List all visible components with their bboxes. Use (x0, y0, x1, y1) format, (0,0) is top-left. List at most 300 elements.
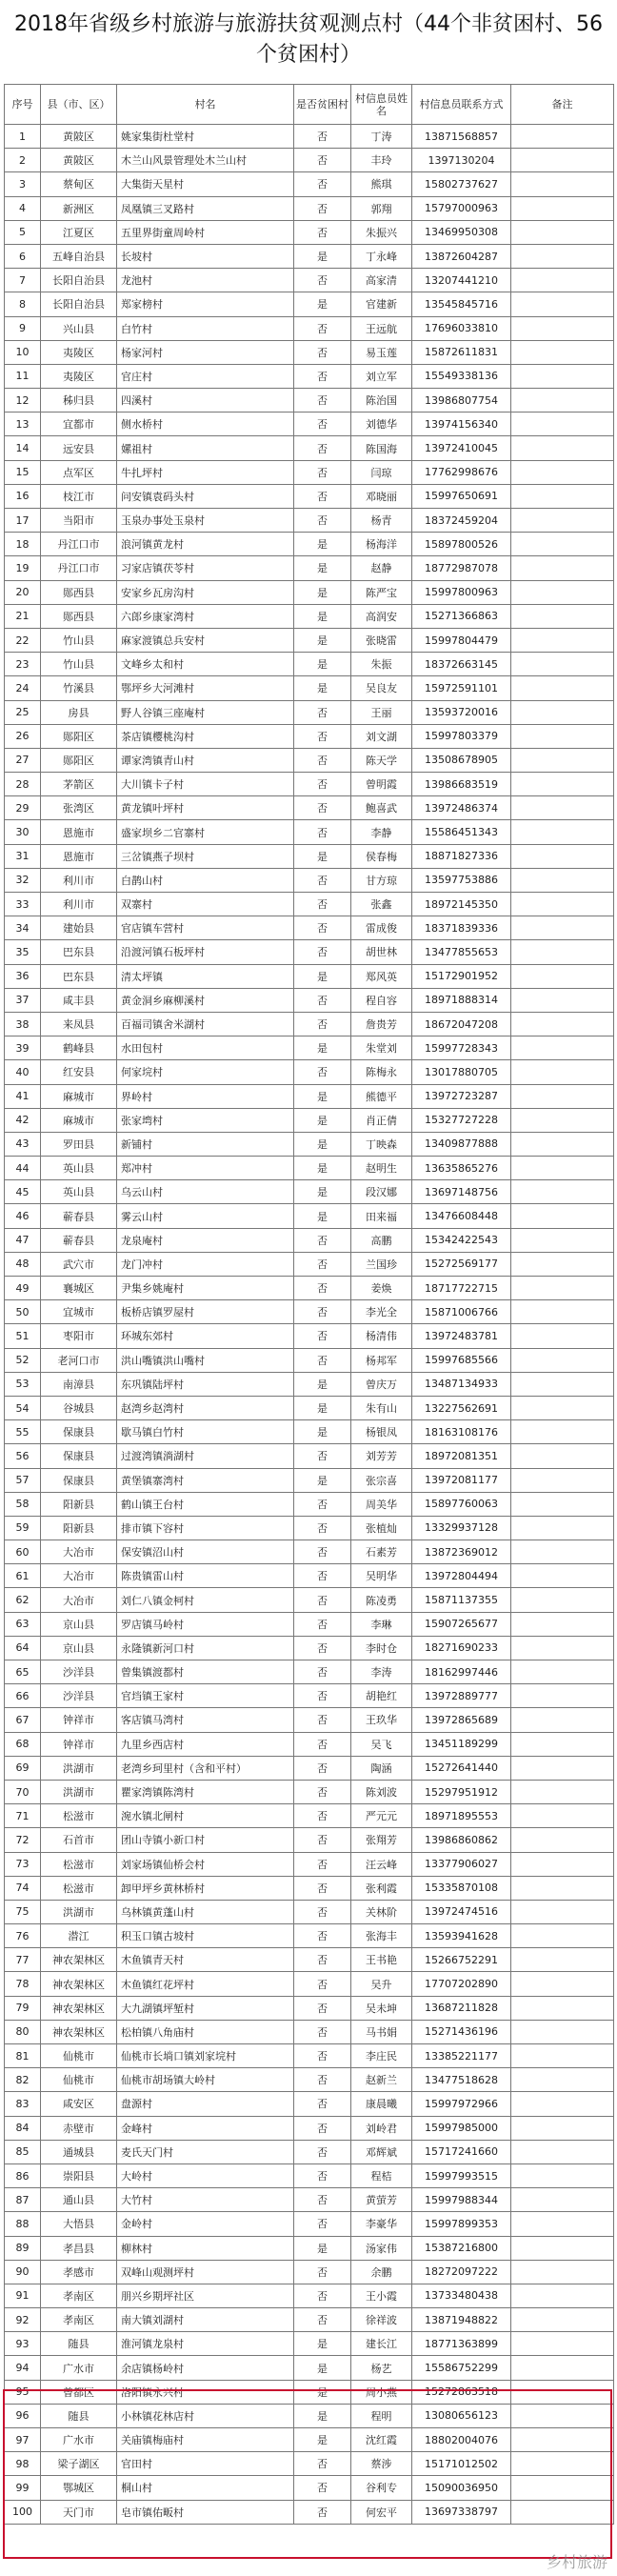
cell-village: 浪河镇黄龙村 (117, 533, 294, 556)
cell-poor: 是 (294, 1108, 351, 1132)
cell-county: 钟祥市 (41, 1708, 117, 1732)
cell-contact-name: 丰玲 (351, 149, 412, 172)
cell-poor: 否 (294, 125, 351, 149)
table-row (5, 2212, 614, 2236)
cell-no: 49 (5, 1277, 41, 1300)
cell-village: 野人谷镇三座庵村 (117, 700, 294, 724)
table-row (5, 1468, 614, 1492)
cell-county: 崇阳县 (41, 2163, 117, 2187)
cell-contact-phone: 13871568857 (412, 125, 511, 149)
table-row (5, 292, 614, 316)
cell-note (511, 484, 614, 508)
cell-contact-name: 王丽 (351, 700, 412, 724)
cell-no: 62 (5, 1588, 41, 1612)
cell-contact-name: 郑风英 (351, 964, 412, 988)
cell-poor: 否 (294, 2500, 351, 2524)
cell-note (511, 1972, 614, 1996)
cell-contact-phone: 13593941628 (412, 1924, 511, 1948)
table-row (5, 149, 614, 172)
cell-contact-name: 刘德华 (351, 413, 412, 436)
cell-note (511, 1300, 614, 1324)
cell-contact-name: 田来福 (351, 1204, 412, 1228)
cell-poor: 否 (294, 1972, 351, 1996)
cell-no: 22 (5, 628, 41, 652)
cell-contact-name: 马书娟 (351, 2020, 412, 2043)
cell-county: 宜都市 (41, 413, 117, 436)
cell-no: 89 (5, 2236, 41, 2260)
cell-county: 赤壁市 (41, 2116, 117, 2140)
table-row (5, 1228, 614, 1252)
cell-no: 29 (5, 796, 41, 820)
cell-village: 龙泉庵村 (117, 1228, 294, 1252)
cell-county: 仙桃市 (41, 2068, 117, 2092)
cell-contact-name: 张翔芳 (351, 1828, 412, 1852)
cell-contact-phone: 13972483781 (412, 1324, 511, 1348)
cell-contact-name: 张晓雷 (351, 628, 412, 652)
cell-village: 涴水镇北闸村 (117, 1804, 294, 1828)
cell-no: 10 (5, 340, 41, 364)
cell-village: 余店镇杨岭村 (117, 2356, 294, 2380)
cell-note (511, 172, 614, 196)
cell-contact-name: 刘芳芳 (351, 1444, 412, 1468)
table-row (5, 604, 614, 628)
cell-county: 阳新县 (41, 1516, 117, 1540)
cell-contact-name: 李琳 (351, 1612, 412, 1636)
cell-contact-name: 李光全 (351, 1300, 412, 1324)
cell-note (511, 1684, 614, 1708)
cell-county: 通山县 (41, 2188, 117, 2212)
cell-contact-phone: 18802004076 (412, 2428, 511, 2452)
cell-poor: 是 (294, 1084, 351, 1108)
cell-poor: 否 (294, 1684, 351, 1708)
cell-county: 潜江 (41, 1924, 117, 1948)
cell-no: 55 (5, 1420, 41, 1444)
cell-contact-name: 沈红霞 (351, 2428, 412, 2452)
cell-county: 五峰自治县 (41, 244, 117, 268)
cell-village: 郑冲村 (117, 1157, 294, 1180)
cell-poor: 否 (294, 940, 351, 964)
table-row (5, 2092, 614, 2116)
table-row (5, 1708, 614, 1732)
cell-note (511, 2140, 614, 2163)
table-row (5, 1852, 614, 1876)
cell-poor: 否 (294, 868, 351, 892)
cell-village: 郑家榜村 (117, 292, 294, 316)
cell-poor: 否 (294, 1492, 351, 1516)
cell-no: 21 (5, 604, 41, 628)
cell-poor: 是 (294, 964, 351, 988)
cell-poor: 否 (294, 2212, 351, 2236)
cell-village: 尹集乡姚庵村 (117, 1277, 294, 1300)
table-row (5, 220, 614, 244)
cell-contact-name: 石素芳 (351, 1540, 412, 1564)
table-row (5, 1180, 614, 1204)
cell-poor: 是 (294, 580, 351, 604)
cell-county: 巴东县 (41, 964, 117, 988)
cell-contact-name: 张海丰 (351, 1924, 412, 1948)
cell-contact-name: 邓晓丽 (351, 484, 412, 508)
cell-village: 桐山村 (117, 2476, 294, 2500)
cell-no: 80 (5, 2020, 41, 2043)
cell-poor: 是 (294, 2380, 351, 2404)
cell-county: 神农架林区 (41, 2020, 117, 2043)
cell-contact-name: 谷利专 (351, 2476, 412, 2500)
cell-contact-phone: 13986807754 (412, 389, 511, 413)
cell-contact-name: 高润安 (351, 604, 412, 628)
cell-note (511, 1348, 614, 1372)
cell-village: 麦氏天门村 (117, 2140, 294, 2163)
cell-note (511, 292, 614, 316)
table-row (5, 580, 614, 604)
cell-note (511, 509, 614, 533)
cell-note (511, 1804, 614, 1828)
cell-village: 盘源村 (117, 2092, 294, 2116)
cell-poor: 否 (294, 988, 351, 1012)
cell-note (511, 1396, 614, 1419)
cell-contact-phone: 15297951912 (412, 1780, 511, 1803)
cell-contact-phone: 15997804479 (412, 628, 511, 652)
cell-county: 郧西县 (41, 604, 117, 628)
cell-no: 60 (5, 1540, 41, 1564)
cell-village: 黄金洞乡麻柳溪村 (117, 988, 294, 1012)
table-row (5, 1564, 614, 1588)
cell-no: 82 (5, 2068, 41, 2092)
cell-note (511, 844, 614, 868)
cell-no: 52 (5, 1348, 41, 1372)
table-body (5, 125, 614, 2525)
cell-county: 鹤峰县 (41, 1036, 117, 1060)
cell-contact-name: 陈梅永 (351, 1060, 412, 1084)
cell-village: 关庙镇梅庙村 (117, 2428, 294, 2452)
cell-no: 83 (5, 2092, 41, 2116)
table-row (5, 556, 614, 580)
cell-contact-name: 官建新 (351, 292, 412, 316)
cell-contact-name: 李豪华 (351, 2212, 412, 2236)
cell-poor: 否 (294, 820, 351, 844)
cell-contact-phone: 13593720016 (412, 700, 511, 724)
cell-contact-name: 赵静 (351, 556, 412, 580)
cell-county: 通城县 (41, 2140, 117, 2163)
cell-poor: 否 (294, 2140, 351, 2163)
table-row (5, 1972, 614, 1996)
cell-no: 68 (5, 1732, 41, 1756)
table-row (5, 2284, 614, 2307)
cell-note (511, 1900, 614, 1923)
cell-village: 松柏镇八角庙村 (117, 2020, 294, 2043)
cell-county: 麻城市 (41, 1084, 117, 1108)
cell-contact-phone: 18772987078 (412, 556, 511, 580)
cell-county: 保康县 (41, 1468, 117, 1492)
cell-contact-name: 王远航 (351, 316, 412, 340)
cell-village: 嫘祖村 (117, 436, 294, 460)
cell-note (511, 2188, 614, 2212)
cell-poor: 是 (294, 1157, 351, 1180)
cell-note (511, 1324, 614, 1348)
table-row (5, 1084, 614, 1108)
cell-contact-name: 丁涛 (351, 125, 412, 149)
table-row (5, 1132, 614, 1156)
cell-note (511, 1660, 614, 1684)
table-row (5, 2428, 614, 2452)
cell-poor: 否 (294, 364, 351, 388)
cell-village: 环城东郊村 (117, 1324, 294, 1348)
cell-note (511, 628, 614, 652)
cell-note (511, 940, 614, 964)
cell-village: 张家塆村 (117, 1108, 294, 1132)
cell-contact-name: 张宗喜 (351, 1468, 412, 1492)
cell-county: 咸安区 (41, 2092, 117, 2116)
cell-county: 新洲区 (41, 196, 117, 220)
cell-contact-phone: 13974156340 (412, 413, 511, 436)
cell-poor: 否 (294, 1804, 351, 1828)
cell-no: 19 (5, 556, 41, 580)
cell-poor: 是 (294, 1468, 351, 1492)
table-row (5, 988, 614, 1012)
cell-county: 利川市 (41, 893, 117, 916)
cell-note (511, 1948, 614, 1972)
cell-contact-name: 姜焕 (351, 1277, 412, 1300)
cell-poor: 否 (294, 773, 351, 796)
cell-contact-name: 康晨曦 (351, 2092, 412, 2116)
cell-contact-name: 徐祥波 (351, 2308, 412, 2332)
cell-note (511, 389, 614, 413)
cell-county: 竹山县 (41, 653, 117, 676)
table-row (5, 1540, 614, 1564)
table-row (5, 364, 614, 388)
cell-county: 点军区 (41, 460, 117, 484)
cell-county: 红安县 (41, 1060, 117, 1084)
cell-contact-phone: 15997800963 (412, 580, 511, 604)
cell-contact-phone: 18271690233 (412, 1636, 511, 1660)
cell-contact-phone: 18972081351 (412, 1444, 511, 1468)
cell-village: 老湾乡珂里村（含和平村） (117, 1756, 294, 1780)
cell-no: 2 (5, 149, 41, 172)
cell-village: 官田村 (117, 2452, 294, 2476)
cell-contact-name: 吴飞 (351, 1732, 412, 1756)
cell-county: 利川市 (41, 868, 117, 892)
cell-village: 朋兴乡期坪社区 (117, 2284, 294, 2307)
table-row (5, 2356, 614, 2380)
cell-village: 南大镇刘湖村 (117, 2308, 294, 2332)
cell-village: 雾云山村 (117, 1204, 294, 1228)
cell-no: 39 (5, 1036, 41, 1060)
cell-note (511, 2020, 614, 2043)
cell-village: 五里界街童周岭村 (117, 220, 294, 244)
cell-contact-phone: 13972474516 (412, 1900, 511, 1923)
cell-contact-phone: 18162997446 (412, 1660, 511, 1684)
cell-village: 仙桃市长埫口镇刘家垸村 (117, 2044, 294, 2068)
cell-poor: 否 (294, 1277, 351, 1300)
cell-contact-name: 赵明生 (351, 1157, 412, 1180)
table-row (5, 2452, 614, 2476)
cell-county: 钟祥市 (41, 1732, 117, 1756)
cell-contact-phone: 18717722715 (412, 1277, 511, 1300)
cell-no: 31 (5, 844, 41, 868)
cell-note (511, 1180, 614, 1204)
cell-county: 英山县 (41, 1180, 117, 1204)
cell-no: 51 (5, 1324, 41, 1348)
cell-contact-phone: 18371839336 (412, 916, 511, 940)
cell-county: 黄陂区 (41, 125, 117, 149)
cell-poor: 否 (294, 1612, 351, 1636)
cell-note (511, 1612, 614, 1636)
cell-county: 来凤县 (41, 1012, 117, 1036)
cell-note (511, 244, 614, 268)
cell-poor: 否 (294, 700, 351, 724)
cell-contact-name: 张鑫 (351, 893, 412, 916)
cell-poor: 是 (294, 844, 351, 868)
cell-contact-phone: 15342422543 (412, 1228, 511, 1252)
cell-contact-name: 刘岭君 (351, 2116, 412, 2140)
cell-note (511, 916, 614, 940)
table-header-row (5, 85, 614, 125)
cell-contact-phone: 13409877888 (412, 1132, 511, 1156)
cell-no: 53 (5, 1372, 41, 1396)
cell-note (511, 820, 614, 844)
cell-county: 孝昌县 (41, 2236, 117, 2260)
cell-contact-name: 易玉莲 (351, 340, 412, 364)
cell-note (511, 2404, 614, 2427)
cell-poor: 否 (294, 1900, 351, 1923)
cell-no: 76 (5, 1924, 41, 1948)
cell-contact-name: 杨银凤 (351, 1420, 412, 1444)
cell-contact-phone: 13972804494 (412, 1564, 511, 1588)
cell-no: 37 (5, 988, 41, 1012)
cell-poor: 是 (294, 653, 351, 676)
cell-poor: 否 (294, 269, 351, 292)
cell-county: 郧阳区 (41, 724, 117, 748)
cell-note (511, 1756, 614, 1780)
cell-no: 86 (5, 2163, 41, 2187)
cell-contact-phone: 13329937128 (412, 1516, 511, 1540)
cell-poor: 是 (294, 676, 351, 700)
cell-poor: 否 (294, 413, 351, 436)
cell-poor: 否 (294, 748, 351, 772)
cell-no: 26 (5, 724, 41, 748)
cell-no: 3 (5, 172, 41, 196)
cell-note (511, 2356, 614, 2380)
table-row (5, 1108, 614, 1132)
cell-no: 48 (5, 1252, 41, 1276)
cell-note (511, 676, 614, 700)
cell-no: 4 (5, 196, 41, 220)
cell-note (511, 413, 614, 436)
cell-village: 九里乡西店村 (117, 1732, 294, 1756)
cell-no: 34 (5, 916, 41, 940)
cell-contact-name: 张植灿 (351, 1516, 412, 1540)
cell-village: 陈贵镇雷山村 (117, 1564, 294, 1588)
cell-village: 鄂坪乡大河滩村 (117, 676, 294, 700)
cell-no: 75 (5, 1900, 41, 1923)
cell-village: 水田包村 (117, 1036, 294, 1060)
cell-no: 99 (5, 2476, 41, 2500)
cell-contact-phone: 15272863518 (412, 2380, 511, 2404)
table-row (5, 1277, 614, 1300)
cell-contact-phone: 15997728343 (412, 1036, 511, 1060)
cell-county: 恩施市 (41, 844, 117, 868)
cell-note (511, 700, 614, 724)
table-row (5, 2476, 614, 2500)
cell-contact-phone: 15327727228 (412, 1108, 511, 1132)
table-row (5, 868, 614, 892)
cell-note (511, 1492, 614, 1516)
table-row (5, 316, 614, 340)
cell-poor: 否 (294, 1300, 351, 1324)
cell-county: 秭归县 (41, 389, 117, 413)
cell-poor: 是 (294, 2404, 351, 2427)
cell-county: 远安县 (41, 436, 117, 460)
cell-no: 91 (5, 2284, 41, 2307)
cell-contact-name: 杨青 (351, 509, 412, 533)
document-title: 2018年省级乡村旅游与旅游扶贫观测点村（44个非贫困村、56个贫困村） (14, 12, 603, 67)
table-row (5, 340, 614, 364)
cell-contact-name: 高鹏 (351, 1228, 412, 1252)
cell-contact-phone: 13477518628 (412, 2068, 511, 2092)
cell-no: 87 (5, 2188, 41, 2212)
cell-county: 松滋市 (41, 1852, 117, 1876)
table-row (5, 125, 614, 149)
cell-poor: 否 (294, 796, 351, 820)
cell-contact-name: 兰国珍 (351, 1252, 412, 1276)
cell-poor: 否 (294, 1924, 351, 1948)
cell-contact-name: 郭翔 (351, 196, 412, 220)
cell-no: 38 (5, 1012, 41, 1036)
cell-note (511, 1636, 614, 1660)
cell-county: 大冶市 (41, 1564, 117, 1588)
cell-contact-phone: 15172901952 (412, 964, 511, 988)
table-row (5, 1900, 614, 1923)
cell-village: 团山寺镇小新口村 (117, 1828, 294, 1852)
cell-contact-phone: 15997993515 (412, 2163, 511, 2187)
cell-no: 14 (5, 436, 41, 460)
cell-note (511, 2428, 614, 2452)
cell-poor: 否 (294, 2476, 351, 2500)
cell-no: 70 (5, 1780, 41, 1803)
table-row (5, 2140, 614, 2163)
cell-contact-phone: 18372459204 (412, 509, 511, 533)
cell-contact-name: 吴未坤 (351, 1996, 412, 2020)
cell-contact-phone: 15872611831 (412, 340, 511, 364)
cell-contact-name: 高家清 (351, 269, 412, 292)
cell-no: 41 (5, 1084, 41, 1108)
cell-contact-name: 程自容 (351, 988, 412, 1012)
cell-contact-phone: 13597753886 (412, 868, 511, 892)
table-row (5, 964, 614, 988)
cell-contact-name: 朱堂刘 (351, 1036, 412, 1060)
cell-poor: 否 (294, 1228, 351, 1252)
cell-contact-name: 闫琼 (351, 460, 412, 484)
cell-no: 23 (5, 653, 41, 676)
table-row (5, 1828, 614, 1852)
cell-village: 木鱼镇红花坪村 (117, 1972, 294, 1996)
cell-no: 18 (5, 533, 41, 556)
cell-village: 卸甲坪乡黄林桥村 (117, 1876, 294, 1900)
cell-poor: 否 (294, 2116, 351, 2140)
cell-village: 界岭村 (117, 1084, 294, 1108)
cell-note (511, 988, 614, 1012)
cell-contact-name: 吴良友 (351, 676, 412, 700)
cell-note (511, 1372, 614, 1396)
cell-contact-name: 段汉娜 (351, 1180, 412, 1204)
cell-contact-phone: 13476608448 (412, 1204, 511, 1228)
cell-village: 杨家河村 (117, 340, 294, 364)
cell-contact-phone: 18272097222 (412, 2260, 511, 2284)
cell-contact-phone: 13487134933 (412, 1372, 511, 1396)
cell-note (511, 2380, 614, 2404)
cell-contact-name: 朱振 (351, 653, 412, 676)
cell-contact-phone: 15972591101 (412, 676, 511, 700)
cell-contact-phone: 15090036950 (412, 2476, 511, 2500)
